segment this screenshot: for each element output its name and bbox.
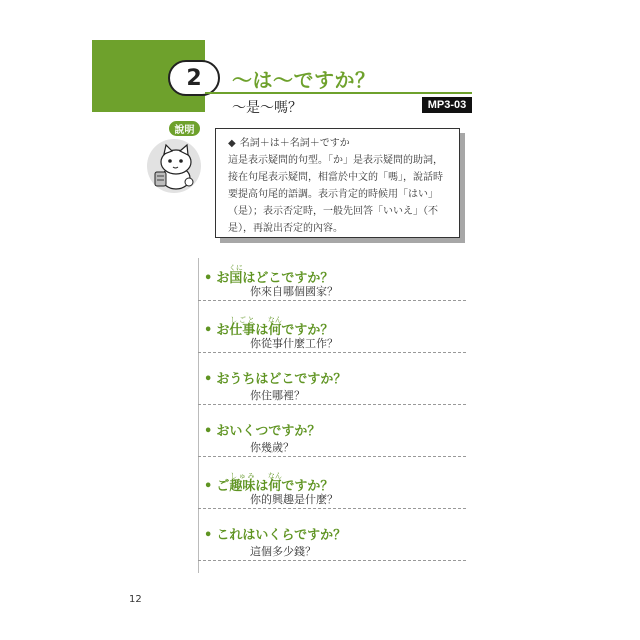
furigana-reading: なん: [267, 316, 282, 324]
cat-mascot-icon: [146, 138, 202, 194]
explanation-badge: 說明: [169, 121, 200, 136]
phrase-text: は: [255, 323, 269, 338]
chinese-translation: 這個多少錢？: [250, 545, 316, 558]
audio-track-badge: MP3-03: [422, 97, 472, 113]
phrase-text: ですか？: [281, 479, 334, 494]
lesson-subtitle: 〜是〜嗎？: [232, 100, 302, 116]
bullet-icon: •: [204, 424, 213, 439]
phrase-text: おいくつですか？: [216, 424, 321, 439]
phrase-item: [198, 516, 466, 568]
lesson-number: 2: [168, 60, 220, 96]
phrase-item: [198, 256, 466, 308]
bullet-icon: •: [204, 323, 213, 338]
kanji-with-furigana: [228, 264, 243, 286]
kanji-text: 仕事: [229, 323, 256, 338]
furigana-reading: しゅみ: [229, 472, 256, 480]
chinese-translation: 你的興趣是什麼？: [250, 493, 338, 506]
japanese-phrase: [204, 420, 320, 439]
furigana-reading: なん: [267, 472, 282, 480]
lesson-title: 〜は〜ですか？: [232, 68, 376, 92]
bullet-icon: •: [204, 528, 213, 543]
furigana-reading: しごと: [229, 316, 256, 324]
title-underline: [205, 92, 472, 94]
kanji-text: 国: [228, 271, 243, 286]
dashed-separator: [198, 560, 466, 561]
dashed-separator: [198, 508, 466, 509]
chinese-translation: 你來自哪個國家？: [250, 285, 338, 298]
bullet-icon: •: [204, 271, 213, 286]
dashed-separator: [198, 404, 466, 405]
page-number: 12: [129, 594, 142, 605]
dashed-separator: [198, 352, 466, 353]
phrase-text: これはいくらですか？: [216, 528, 347, 543]
formula-bullet-icon: ◆: [228, 138, 236, 149]
kanji-text: 趣味: [229, 479, 256, 494]
chinese-translation: 你幾歲？: [250, 441, 294, 454]
phrase-text: お: [216, 323, 230, 338]
explanation-text: 這是表示疑問的句型。「か」是表示疑問的助詞，接在句尾表示疑問，相當於中文的「嗎」，說話時要提高句尾的語調。表示肯定的時候用「はい」（是）；表示否定時，一般先回答「いいえ」（不是），再說出否定的內容。: [228, 155, 443, 234]
bullet-icon: •: [204, 372, 213, 387]
grammar-formula: [228, 135, 451, 152]
phrase-text: はどこですか？: [242, 271, 334, 286]
chinese-translation: 你從事什麼工作？: [250, 337, 338, 350]
kanji-text: 何: [267, 323, 282, 338]
phrase-item: [198, 412, 466, 464]
explanation-box: [215, 128, 460, 238]
dashed-separator: [198, 456, 466, 457]
phrase-item: [198, 308, 466, 360]
phrase-text: おうちはどこですか？: [216, 372, 347, 387]
furigana-reading: くに: [228, 264, 243, 272]
formula-text: 名詞＋は＋名詞＋ですか: [239, 138, 350, 149]
kanji-text: 何: [267, 479, 282, 494]
japanese-phrase: [204, 368, 346, 387]
phrase-text: ですか？: [281, 323, 334, 338]
chinese-translation: 你住哪裡？: [250, 389, 305, 402]
phrase-text: は: [255, 479, 269, 494]
dashed-separator: [198, 300, 466, 301]
bullet-icon: •: [204, 479, 213, 494]
phrase-item: [198, 360, 466, 412]
phrase-item: [198, 464, 466, 516]
japanese-phrase: [204, 524, 346, 543]
phrase-text: お: [216, 271, 230, 286]
phrase-text: ご: [216, 479, 230, 494]
